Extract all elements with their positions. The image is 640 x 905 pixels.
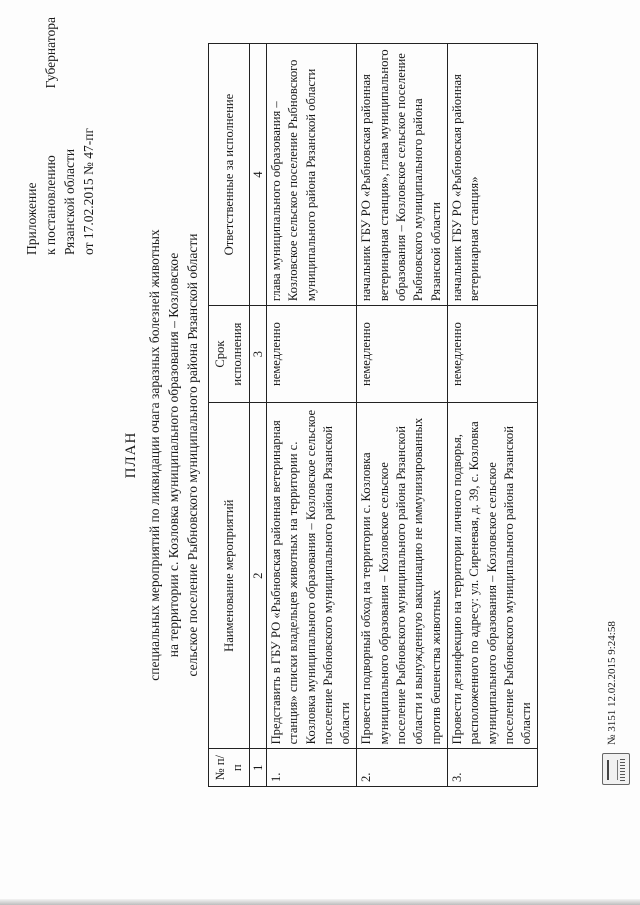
row-term: немедленно	[357, 306, 447, 403]
appendix-label: Приложение	[24, 182, 39, 255]
row-measure: Провести дезинфекцию на территории личного подворья, расположенного по адресу: ул. Сиреневая, д. 39, с. Козловка муниципального образования – Козловское сельское поселение Рыбновского муниципального района Рязанской области	[447, 403, 537, 749]
column-number: 3	[250, 306, 267, 403]
column-number-row	[250, 44, 267, 787]
appendix-block	[22, 17, 98, 255]
header-name: Наименование мероприятий	[209, 403, 250, 749]
plan-subtitle-line-1: специальных мероприятий по ликвидации очага заразных болезней животных	[147, 229, 162, 681]
row-number: 2.	[357, 749, 447, 787]
header-term: Срок исполнения	[209, 306, 250, 403]
row-number: 3.	[447, 749, 537, 787]
row-term: немедленно	[447, 306, 537, 403]
header-responsible: Ответственные за исполнение	[209, 44, 250, 306]
row-term: немедленно	[267, 306, 357, 403]
appendix-region: Рязанской области	[62, 148, 77, 255]
plan-table	[208, 43, 538, 787]
plan-title-block	[122, 65, 202, 845]
table-row	[267, 44, 357, 787]
column-number: 1	[250, 749, 267, 787]
registry-stamp-icon	[602, 753, 630, 785]
plan-subtitle-line-3: сельское поселение Рыбновского муниципального района Рязанской области	[185, 233, 200, 677]
row-responsible: глава муниципального образования – Козловское сельское поселение Рыбновского муниципального района Рязанской области	[267, 44, 357, 306]
plan-heading: ПЛАН	[123, 431, 139, 479]
appendix-resolution-line	[41, 17, 60, 255]
header-number: № п/п	[209, 749, 250, 787]
appendix-governor-text: Губернатора	[43, 17, 58, 89]
registration-note: № 3151 12.02.2015 9:24:58	[606, 621, 618, 745]
row-responsible: начальник ГБУ РО «Рыбновская районная ветеринарная станция», глава муниципального образования – Козловское сельское поселение Рыбновского муниципального района Рязанской области	[357, 44, 447, 306]
row-measure: Представить в ГБУ РО «Рыбновская районная ветеринарная станция» списки владельцев животных на территории с. Козловка муниципального образования – Козловское сельское поселение Рыбновского муниципального района Рязанской области	[267, 403, 357, 749]
row-responsible: начальник ГБУ РО «Рыбновская районная ветеринарная станция»	[447, 44, 537, 306]
row-measure: Провести подворный обход на территории с. Козловка муниципального образования – Козловское сельское поселение Рыбновского муниципального района Рязанской области и вынужденную вакцинацию не иммунизированных против бешенства животных	[357, 403, 447, 749]
table-row	[357, 44, 447, 787]
row-number: 1.	[267, 749, 357, 787]
appendix-resolution-text: к постановлению	[43, 155, 58, 255]
appendix-date-number: от 17.02.2015 № 47-пг	[81, 128, 96, 255]
column-number: 2	[250, 403, 267, 749]
table-header-row	[209, 44, 250, 787]
column-number: 4	[250, 44, 267, 306]
plan-subtitle-line-2: на территории с. Козловка муниципального образования – Козловское	[166, 252, 181, 658]
table-row	[447, 44, 537, 787]
scan-edge	[0, 899, 640, 905]
